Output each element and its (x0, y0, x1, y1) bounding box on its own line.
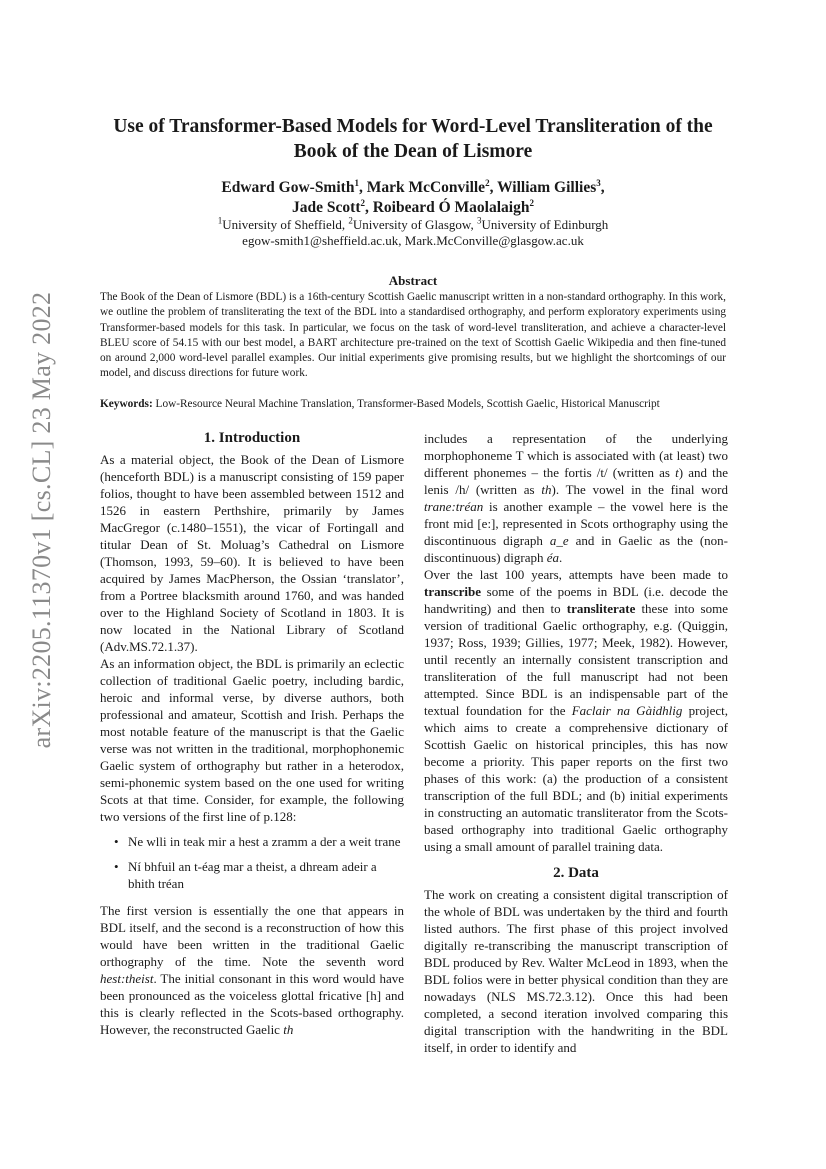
keywords-label: Keywords: (100, 398, 153, 410)
bold-term: transcribe (424, 584, 482, 599)
left-column (100, 430, 404, 1038)
author-name: Edward Gow-Smith (221, 179, 355, 196)
author-name: Roibeard Ó Maolalaigh (372, 199, 530, 216)
intro-paragraph (100, 902, 404, 1038)
example-line: Ní bhfuil an t-éag mar a theist, a dhream adeir a bhith tréan (128, 859, 377, 891)
intro-paragraph: As a material object, the Book of the Dean of Lismore (henceforth BDL) is a manuscript consisting of 159 paper folios, thought to have been assembled between 1512 and 1526 in eastern Perthshire, primarily by James MacGregor (c.1480–1551), the vicar of Fortingall and titular Dean of St. Moluag’s Cathedral on Lismore (Thomson, 1993, 59–60). It is believed to have been acquired by James MacPherson, the Ossian ‘translator’, from a Portree blacksmith around 1760, and was handed over to the Highland Society of Scotland in 1803. It is now located in the National Library of Scotland (Adv.MS.72.1.37). (100, 452, 404, 654)
emphasis: Faclair na Gàidhlig (571, 703, 683, 718)
intro-paragraph: As an information object, the BDL is primarily an eclectic collection of traditional Gaelic poetry, including bardic, heroic and informal verse, by diverse authors, both professional and amateur, Scottish and Irish. Perhaps the most notable feature of the manuscript is that the Gaelic verse was not written in the traditional, morphophonemic Gaelic system of orthography but rather in a heterodox, semi-phonemic system based on the one used for writing Scots at that time. Consider, for example, the following two versions of the first line of p.128: (100, 656, 404, 824)
abstract-text: The Book of the Dean of Lismore (BDL) is a 16th-century Scottish Gaelic manuscript written in a non-standard orthography. In this work, we outline the problem of transliterating the text of the BDL into a standardised orthography, and perform exploratory experiments using Transformer-based models for this task. In particular, we focus on the task of word-level transliteration, and achieve a character-level BLEU score of 54.15 with our best model, a BART architecture pre-trained on the text of Scottish Gaelic Wikipedia and then fine-tuned on around 2,000 word-level parallel examples. Our initial experiments give promising results, but we highlight the shortcomings of our model, and discuss directions for future work. (100, 291, 726, 380)
arxiv-identifier: arXiv:2205.11370v1 [cs.CL] 23 May 2022 (27, 291, 56, 749)
keywords (100, 397, 740, 412)
example-list (100, 833, 404, 892)
author-affil-mark: 1 (354, 177, 359, 188)
author-list: Edward Gow-Smith$^1$, Mark McConville$^2$, William Gillies$^3$, Jade Scott$^2$, Roibeard Ó Maolalaigh$^2$ (221, 177, 605, 216)
emphasis: éa (546, 550, 560, 565)
emphasis: th (541, 482, 552, 497)
text-run: . The initial consonant in this word would have been pronounced as the voiceless glottal fricative [h] and this is clearly reflected in the Scots-based orthography. However, the reconstructed Gaelic (100, 971, 404, 1037)
emphasis: t (675, 465, 679, 480)
affiliation: University of Glasgow (352, 217, 471, 232)
bold-term: transliterate (566, 601, 636, 616)
affil-mark: 3 (476, 215, 482, 226)
text-run: is another example – the vowel here is the front mid [e:], represented in Scots orthography using the discontinuous digraph (424, 499, 728, 548)
text-run: . (559, 550, 563, 565)
affiliation: University of Sheffield (222, 217, 342, 232)
intro-paragraph (424, 566, 728, 855)
intro-paragraph (424, 430, 728, 566)
text-run: project, which aims to create a comprehensive dictionary of Scottish Gaelic on historical principles, this has now become a priority. This paper reports on the first two phases of this work: (a) the production of a consistent transcription of the full BDL; and (b) initial experiments in constructing an automatic transliterator from the Scots-based orthography into traditional Gaelic orthography using a small amount of parallel training data. (424, 703, 728, 854)
affil-mark: 2 (348, 215, 353, 226)
list-item (114, 833, 404, 850)
text-run: and in Gaelic as the (non-discontinuous) digraph (424, 533, 728, 565)
keywords-text: Low-Resource Neural Machine Translation, Transformer-Based Models, Scottish Gaelic, Historical Manuscript (155, 398, 660, 410)
author-name: Jade Scott (292, 199, 361, 216)
text-run: The first version is essentially the one that appears in BDL itself, and the second is a reconstruction of how this would have been written in the traditional Gaelic orthography of the time. Note the seventh word (100, 903, 404, 969)
text-run: some of the poems in BDL (i.e. decode the handwriting) and then to (424, 584, 728, 616)
abstract-heading: Abstract (388, 273, 438, 288)
data-paragraph: The work on creating a consistent digital transcription of the whole of BDL was undertaken by the third and fourth listed authors. The first phase of this project involved digitally re-transcribing the manuscript transcription of BDL produced by Rev. Walter McLeod in 1893, when the BDL folios were in better physical condition than they are nowadays (NLS MS.72.3.12). Once this had been completed, a second iteration involved comparing this digital transcription with the handwriting in the BDL itself, in order to identify and (424, 887, 728, 1055)
emphasis: hest:theist (100, 971, 154, 986)
text-run: these into some version of traditional Gaelic orthography, e.g. (Quiggin, 1937; Ross, 1939; Gillies, 1977; Meek, 1982). However, until recently an internally consistent transcription and transliteration of the full manuscript had not been attempted. Since BDL is an indispensable part of the textual foundation for the (424, 601, 728, 718)
text-run: ). The vowel in the final word (551, 482, 728, 497)
example-line: Ne wlli in teak mir a hest a zramm a der a weit trane (128, 834, 401, 849)
bullet-glyph: • (114, 834, 119, 849)
emphasis: a_e (549, 533, 569, 548)
author-name: Mark McConville (366, 179, 486, 196)
author-affil-mark: 2 (485, 177, 490, 188)
affiliation: University of Edinburgh (481, 217, 609, 232)
text-run: Over the last 100 years, attempts have been made to (424, 567, 728, 582)
text-run: ) and the lenis /h/ (written as (424, 465, 729, 497)
author-affil-mark: 2 (360, 197, 365, 208)
paper-title: Use of Transformer-Based Models for Word-Level Transliteration of the Book of the Dean of Lismore (113, 116, 713, 162)
affiliations: $^1$University of Sheffield, $^2$University of Glasgow, $^3$University of Edinburgh egow-smith1@sheffield.ac.uk, Mark.McConville@glasgow.ac.uk (217, 215, 609, 248)
affil-mark: 1 (217, 215, 223, 226)
list-item (114, 858, 404, 892)
bullet-glyph: • (114, 859, 119, 874)
author-affil-mark: 3 (596, 177, 601, 188)
author-emails: egow-smith1@sheffield.ac.uk, Mark.McConville@glasgow.ac.uk (242, 233, 584, 248)
section-heading-introduction: 1. Introduction (203, 430, 301, 446)
author-name: William Gillies (497, 179, 597, 196)
emphasis: th (283, 1022, 294, 1037)
section-heading-data: 2. Data (553, 865, 599, 881)
arxiv-sidebar (22, 291, 62, 749)
right-column (424, 430, 728, 1056)
author-affil-mark: 2 (529, 197, 534, 208)
text-run: includes a representation of the underlying morphophoneme T which is associated with (at least) two different phonemes – the fortis /t/ (written as (424, 431, 728, 480)
emphasis: trane:tréan (424, 499, 484, 514)
